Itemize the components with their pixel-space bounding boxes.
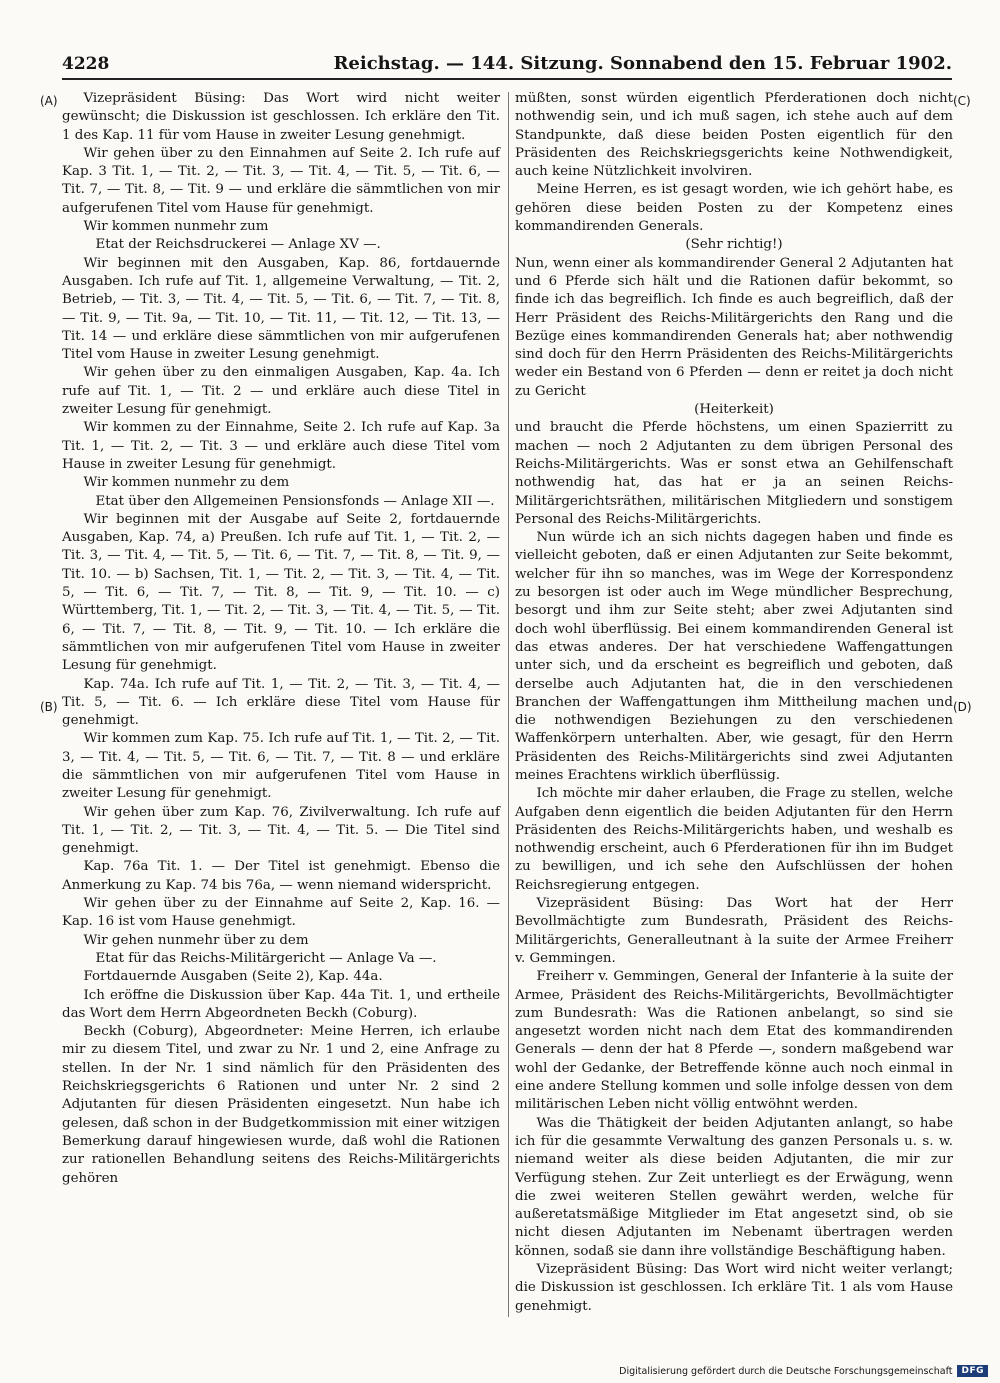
paragraph: Was die Thätigkeit der beiden Adjutanten anlangt, so habe ich für die gesammte Verwaltung des ganzen Personals u. s. w. niemand weiter als diese beiden Adjutanten, die mir zur Verfügung stehen. Zur Zeit unterliegt es der Erwägung, wenn die zwei weiteren Stellen gewährt werden, welche für außeretatsmäßige Mitglieder im Etat angesetzt sind, ob sie nicht diesen Adjutanten im Nebenamt übertragen werden können, sodaß sie dann ihre vollständige Beschäftigung haben. — [515, 1115, 953, 1259]
page-header — [62, 48, 952, 74]
paragraph: Vizepräsident Büsing: Das Wort wird nicht weiter verlangt; die Diskussion ist geschlossen. Ich erkläre Tit. 1 als vom Hause genehmigt. — [515, 1262, 953, 1314]
paragraph: Nun würde ich an sich nichts dagegen haben und finde es vielleicht geboten, daß er einen Adjutanten zur Seite bekommt, welcher für ihn so manches, was im Wege der Korrespondenz zu besorgen ist oder auch im Wege mündlicher Besprechung, besorgt und ihm zur Seite steht; aber zwei Adjutanten sind doch wohl überflüssig. Bei einem kommandirenden General ist das etwas anderes. Der hat verschiedene Waffengattungen unter sich, und da erscheint es begreiflich und geboten, daß derselbe auch Adjutanten hat, die in den verschiedenen Branchen der Waffengattungen ihm Mittheilung machen und die nothwendigen Beziehungen zu den verschiedenen Waffenkörpern unterhalten. Aber, wie gesagt, für den Herrn Präsidenten des Reichs-Militärgerichts sind zwei Adjutanten meines Erachtens wirklich überflüssig. — [515, 530, 953, 783]
left-column — [62, 90, 500, 1188]
paragraph: Wir gehen über zu den Einnahmen auf Seite 2. Ich rufe auf Kap. 3 Tit. 1, — Tit. 2, — Tit. 3, — Tit. 4, — Tit. 5, — Tit. 6, — Tit. 7, — Tit. 8, — Tit. 9 — und erkläre die sämmtlichen von mir aufgerufenen Titel vom Hause für genehmigt. — [62, 145, 500, 216]
paragraph: Wir kommen nunmehr zu dem — [83, 475, 290, 491]
paragraph: Wir gehen über zu der Einnahme auf Seite 2, Kap. 16. — Kap. 16 ist vom Hause genehmigt. — [62, 896, 500, 930]
paragraph: und braucht die Pferde höchstens, um einen Spazierritt zu machen — noch 2 Adjutanten zu dem übrigen Personal des Reichs-Militärgerichts. Was er sonst etwa an Gehilfenschaft nothwendig hat, das hat er ja an seinen Reichs-Militärgerichtsräthen, militärischen Mitgliedern und sonstigem Personal des Reichs-Militärgerichts. — [515, 420, 953, 527]
section-heading: Etat der Reichsdruckerei — Anlage XV —. — [95, 237, 381, 253]
margin-mark-a: (A) — [40, 94, 58, 108]
paragraph: Wir gehen über zum Kap. 76, Zivilverwaltung. Ich rufe auf Tit. 1, — Tit. 2, — Tit. 3, — Tit. 4, — Tit. 5. — Die Titel sind genehmigt. — [62, 804, 500, 857]
paragraph: Nun, wenn einer als kommandirender General 2 Adjutanten hat und 6 Pferde sich hält und die Rationen dafür bekommt, so finde ich das begreiflich. Ich finde es auch begreiflich, daß der Herr Präsident des Reichs-Militärgerichts den Rang und die Bezüge eines kommandirenden Generals hat; aber nothwendig sind doch für den Herrn Präsidenten des Reichs-Militärgerichts weder ein Bestand von 6 Pferden — denn er reitet ja doch nicht zu Gericht — [515, 255, 953, 399]
paragraph: Freiherr v. Gemmingen, General der Infanterie à la suite der Armee, Präsident des Reichs-Militärgerichts, Bevollmächtigter zum Bundesrath: Was die Rationen anbelangt, so sind sie angesetzt worden nicht nach dem Etat des kommandirenden Generals — denn der hat 8 Pferde —, sondern maßgebend war wohl der Gedanke, der Betreffende könne auch noch einmal in eine andere Stellung kommen und solle infolge dessen von dem militärischen Leben nicht völlig entwöhnt werden. — [515, 969, 953, 1113]
credit-text: Digitalisierung gefördert durch die Deutsche Forschungsgemeinschaft — [619, 1365, 953, 1377]
paragraph: Wir kommen zum Kap. 75. Ich rufe auf Tit. 1, — Tit. 2, — Tit. 3, — Tit. 4, — Tit. 5, — Tit. 6, — Tit. 7, — Tit. 8 — und erkläre die sämmtlichen von mir aufgerufenen Titel vom Hause in zweiter Lesung für genehmigt. — [62, 731, 500, 802]
page-number: 4228 — [62, 54, 110, 74]
paragraph: Meine Herren, es ist gesagt worden, wie ich gehört habe, es gehören diese beiden Posten zu der Kompetenz eines kommandirenden Generals. — [515, 182, 953, 235]
paragraph: Fortdauernde Ausgaben (Seite 2), Kap. 44a. — [83, 969, 383, 985]
interjection: (Heiterkeit) — [694, 402, 774, 418]
paragraph: müßten, sonst würden eigentlich Pferderationen doch nicht nothwendig sein, und ich muß sagen, ich stehe auch auf dem Standpunkte, daß diese beiden Posten eigentlich für den Präsidenten des Reichskriegsgerichts keine Nothwendigkeit, auch keine Nützlichkeit involviren. — [515, 91, 953, 180]
section-heading: Etat über den Allgemeinen Pensionsfonds — Anlage XII —. — [95, 493, 495, 509]
right-column — [515, 90, 953, 1316]
paragraph: Wir kommen nunmehr zum — [83, 219, 269, 235]
interjection: (Sehr richtig!) — [685, 237, 783, 253]
paragraph: Wir beginnen mit den Ausgaben, Kap. 86, fortdauernde Ausgaben. Ich rufe auf Tit. 1, allgemeine Verwaltung, — Tit. 2, Betrieb, — Tit. 3, — Tit. 4, — Tit. 5, — Tit. 6, — Tit. 7, — Tit. 8, — Tit. 9, — Tit. 9a, — Tit. 10, — Tit. 11, — Tit. 12, — Tit. 13, — Tit. 14 — und erkläre diese sämmtlichen von mir aufgerufenen Titel vom Hause in zweiter Lesung genehmigt. — [62, 255, 500, 363]
margin-mark-b: (B) — [40, 700, 58, 714]
paragraph: Beckh (Coburg), Abgeordneter: Meine Herren, ich erlaube mir zu diesem Titel, und zwar zu Nr. 1 und 2, eine Anfrage zu stellen. In der Nr. 1 sind nämlich für den Präsidenten des Reichskriegsgerichts 6 Rationen und unter Nr. 2 sind 2 Adjutanten für diesen Präsidenten eingesetzt. Nun habe ich gelesen, daß schon in der Budgetkommission mit einer witzigen Bemerkung darauf hingewiesen wurde, daß wohl die Rationen zur rationellen Behandlung seitens des Reichs-Militärgerichts gehören — [62, 1024, 500, 1186]
running-title: Reichstag. — 144. Sitzung. Sonnabend den 15. Februar 1902. — [333, 53, 952, 74]
paragraph: Ich eröffne die Diskussion über Kap. 44a Tit. 1, und ertheile das Wort dem Herrn Abgeordneten Beckh (Coburg). — [62, 987, 500, 1021]
paragraph: Vizepräsident Büsing: Das Wort hat der Herr Bevollmächtigte zum Bundesrath, Präsident des Reichs-Militärgerichts, Generalleutnant à la suite der Armee Freiherr v. Gemmingen. — [515, 896, 953, 966]
header-rule — [62, 78, 952, 80]
margin-mark-c: (C) — [953, 94, 971, 108]
digitization-credit — [619, 1365, 988, 1377]
paragraph: Kap. 74a. Ich rufe auf Tit. 1, — Tit. 2, — Tit. 3, — Tit. 4, — Tit. 5, — Tit. 6. — Ich erkläre diese Titel vom Hause für genehmigt. — [62, 676, 500, 729]
dfg-logo-icon: DFG — [957, 1365, 988, 1377]
margin-mark-d: (D) — [953, 700, 972, 714]
column-divider — [508, 92, 509, 1317]
section-heading: Etat für das Reichs-Militärgericht — Anlage Va —. — [95, 950, 437, 966]
paragraph: Wir gehen über zu den einmaligen Ausgaben, Kap. 4a. Ich rufe auf Tit. 1, — Tit. 2 — und erkläre auch diese Titel in zweiter Lesung für genehmigt. — [62, 365, 500, 418]
paragraph: Kap. 76a Tit. 1. — Der Titel ist genehmigt. Ebenso die Anmerkung zu Kap. 74 bis 76a, — wenn niemand widerspricht. — [62, 859, 500, 893]
paragraph: Vizepräsident Büsing: Das Wort wird nicht weiter gewünscht; die Diskussion ist geschlossen. Ich erkläre den Tit. 1 des Kap. 11 für vom Hause in zweiter Lesung genehmigt. — [62, 91, 500, 143]
paragraph: Wir gehen nunmehr über zu dem — [83, 932, 309, 948]
paragraph: Wir kommen zu der Einnahme, Seite 2. Ich rufe auf Kap. 3a Tit. 1, — Tit. 2, — Tit. 3 — und erkläre auch diese Titel vom Hause in zweiter Lesung für genehmigt. — [62, 420, 500, 472]
paragraph: Ich möchte mir daher erlauben, die Frage zu stellen, welche Aufgaben denn eigentlich die beiden Adjutanten für den Herrn Präsidenten des Reichs-Militärgerichts haben, und weshalb es nothwendig erscheint, auch 6 Pferderationen für ihn im Budget zu bewilligen, und ich sehe den Aufschlüssen der hohen Reichsregierung entgegen. — [515, 786, 953, 893]
paragraph: Wir beginnen mit der Ausgabe auf Seite 2, fortdauernde Ausgaben, Kap. 74, a) Preußen. Ich rufe auf Tit. 1, — Tit. 2, — Tit. 3, — Tit. 4, — Tit. 5, — Tit. 6, — Tit. 7, — Tit. 8, — Tit. 9, — Tit. 10. — b) Sachsen, Tit. 1, — Tit. 2, — Tit. 3, — Tit. 4, — Tit. 5, — Tit. 6, — Tit. 7, — Tit. 8, — Tit. 9, — Tit. 10. — c) Württemberg, Tit. 1, — Tit. 2, — Tit. 3, — Tit. 4, — Tit. 5, — Tit. 6, — Tit. 7, — Tit. 8, — Tit. 9, — Tit. 10. — Ich erkläre die sämmtlichen von mir aufgerufenen Titel vom Hause in zweiter Lesung für genehmigt. — [62, 511, 500, 674]
